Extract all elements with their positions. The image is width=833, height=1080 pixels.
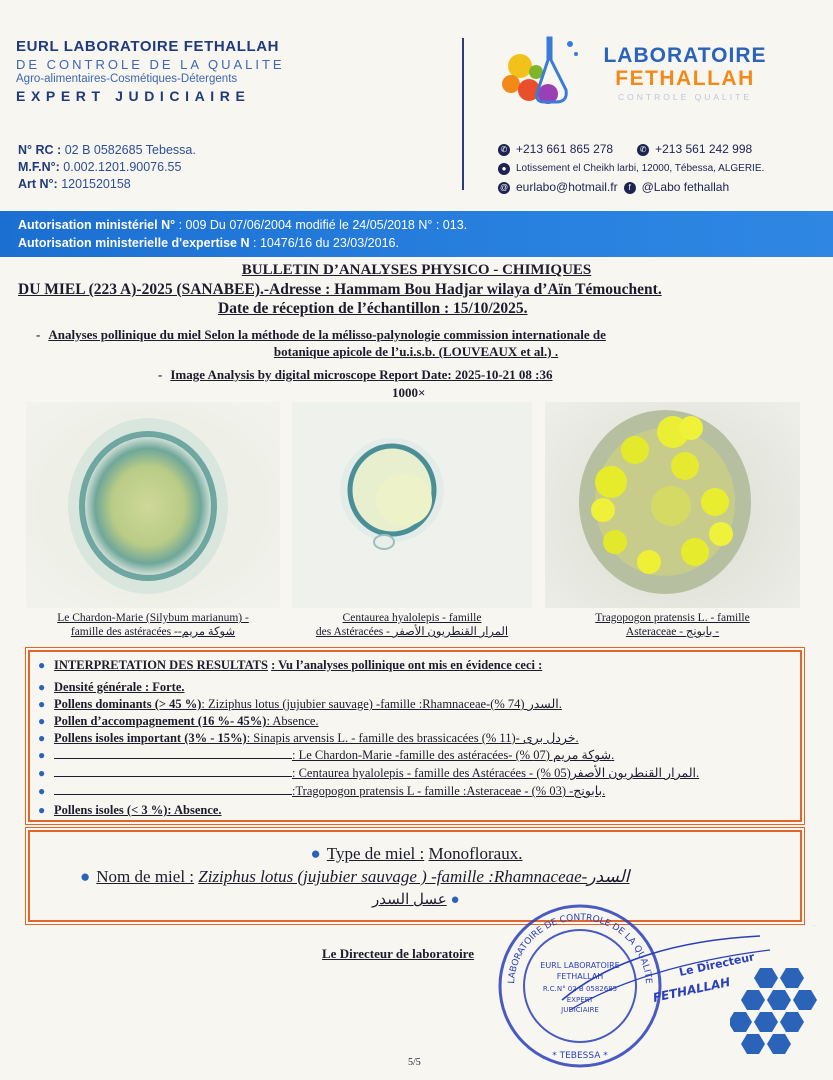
company-header	[16, 38, 446, 104]
email-icon: @	[499, 182, 509, 192]
bullet-icon: ●	[38, 731, 46, 745]
brand-line2: FETHALLAH	[615, 67, 755, 90]
mf-row: M.F.N°: 0.002.1201.90076.55	[18, 160, 182, 174]
phone-icon: ✆	[637, 144, 649, 156]
whatsapp-icon: ✆	[498, 144, 510, 156]
art-value: 1201520158	[61, 177, 131, 191]
authorization-band	[0, 211, 833, 257]
hexagon-decoration-icon	[730, 962, 825, 1058]
caption-centaurea: Centaurea hyalolepis - famille des Astéracées - المرار القنطريون الأصفر	[315, 612, 509, 638]
result-accompaniment: ● Pollen d’accompagnement (16 %- 45%): Absence.	[38, 714, 319, 728]
result-density: ● Densité générale : Forte.	[38, 680, 185, 694]
magnification: 1000×	[392, 385, 426, 400]
result-isolated-important: ● Pollens isoles important (3% - 15%): Sinapis arvensis L. - famille des brassicacées خردل برى -(11 %).	[38, 731, 579, 745]
address: Lotissement el Cheikh larbi, 12000, Tébessa, ALGERIE.	[516, 163, 765, 174]
result-interpretation: ● INTERPRETATION DES RESULTATS : Vu l’analyses pollinique ont mis en évidence ceci :	[38, 658, 543, 672]
rc-row: N° RC : 02 B 0582685 Tebessa.	[18, 143, 196, 157]
company-sectors: Agro-alimentaires-Cosmétiques-Détergents	[16, 73, 238, 85]
method-line-2: botanique apicole de l’u.i.s.b. (LOUVEAUX et al.) .	[273, 344, 559, 359]
svg-text:EXPERT: EXPERT	[566, 996, 594, 1004]
svg-text:* TEBESSA *: * TEBESSA *	[552, 1051, 608, 1061]
address-row	[498, 159, 764, 178]
authorization-line-1: Autorisation ministériel N° : 009 Du 07/06/2004 modifié le 24/05/2018 N° : 013.	[18, 218, 468, 232]
brand-line1: LABORATOIRE	[603, 44, 767, 67]
bullet-icon: ●	[38, 748, 46, 762]
pollen-micrograph-centaurea	[292, 402, 532, 608]
lab-logo-icon	[496, 32, 586, 114]
bullet-icon: ●	[38, 658, 46, 672]
pollen-micrograph-tragopogon	[545, 402, 800, 608]
bullet-icon: ●	[450, 892, 460, 908]
facebook-icon: f	[624, 182, 636, 194]
brand-line3: CONTROLE QUALITE	[618, 92, 752, 102]
method-description: - Analyses pollinique du miel Selon la méthode de la mélisso-palynologie commission internationale de botanique apicole de l’u.i.s.b. (LOUVEAUX et al.) .	[36, 326, 796, 360]
email-row	[498, 178, 764, 197]
header-divider	[462, 38, 464, 190]
mf-value: 0.002.1201.90076.55	[63, 160, 182, 174]
svg-text:FETHALLAH: FETHALLAH	[651, 974, 732, 1005]
phone-1: +213 661 865 278	[516, 142, 614, 156]
lab-brand	[590, 44, 780, 102]
svg-text:EURL LABORATOIRE: EURL LABORATOIRE	[540, 961, 620, 970]
honey-type: ● Type de miel : Monofloraux.	[310, 844, 523, 863]
caption-silybum: Le Chardon-Marie (Silybum marianum) - famille des astéracées --شوكة مريم	[57, 612, 249, 638]
phone-2: +213 561 242 998	[655, 142, 753, 156]
authorization-line-2: Autorisation ministerielle d'expertise N : 10476/16 du 23/03/2016.	[18, 236, 399, 250]
bulletin-title: BULLETIN D’ANALYSES PHYSICO - CHIMIQUES	[241, 262, 592, 278]
result-isolated-3: ● : Centaurea hyalolepis - famille des Astéracées - المرار القنطريون الأصفر(05 %).	[38, 766, 700, 780]
contact-info	[498, 140, 764, 197]
bullet-icon: ●	[38, 680, 46, 694]
sample-line: DU MIEL (223 A)-2025 (SANABEE).-Adresse : Hammam Bou Hadjar wilaya d’Aïn Témouchent.	[18, 281, 662, 298]
result-isolated-2: ● : Le Chardon-Marie -famille des astéracées- شوكة مريم (07 %).	[38, 748, 615, 762]
company-subtitle: DE CONTROLE DE LA QUALITE	[16, 57, 285, 72]
director-label: Le Directeur de laboratoire	[322, 946, 474, 961]
phones-row	[498, 140, 764, 159]
bullet-icon: ●	[38, 766, 46, 780]
svg-text:JUDICIAIRE: JUDICIAIRE	[561, 1006, 599, 1014]
svg-text:FETHALLAH: FETHALLAH	[556, 972, 604, 981]
result-isolated-4: ● :Tragopogon pratensis L - famille :Asteraceae - بابونج- (03 %).	[38, 784, 606, 798]
bullet-icon: ●	[38, 697, 46, 711]
reception-date: Date de réception de l’échantillon : 15/10/2025.	[218, 300, 528, 317]
bullet-icon: ●	[38, 714, 46, 728]
registration-info	[18, 142, 196, 193]
facebook: @Labo fethallah	[641, 180, 730, 194]
bullet-icon: ●	[310, 844, 321, 863]
bullet-icon: ●	[38, 784, 46, 798]
email: eurlabo@hotmail.fr	[516, 180, 618, 194]
image-analysis-line: - Image Analysis by digital microscope Report Date: 2025-10-21 08 :36	[158, 367, 553, 382]
svg-text:LABORATOIRE DE CONTROLE DE LA: LABORATOIRE DE CONTROLE DE LA QUALITE	[507, 912, 654, 985]
result-isolated: ● Pollens isoles (< 3 %): Absence.	[38, 803, 222, 817]
company-name: EURL LABORATOIRE FETHALLAH	[16, 38, 280, 55]
company-expert: EXPERT JUDICIAIRE	[16, 88, 251, 104]
bullet-icon: ●	[38, 803, 46, 817]
bullet-icon: ●	[80, 867, 91, 886]
art-row: Art N°: 1201520158	[18, 177, 131, 191]
svg-text:R.C.N° 02 B 0582685: R.C.N° 02 B 0582685	[542, 985, 618, 993]
location-pin-icon: ●	[498, 163, 510, 175]
page-number: 5/5	[408, 1057, 421, 1068]
caption-tragopogon: Tragopogon pratensis L. - famille Asteraceae - بابونج -	[595, 612, 750, 638]
svg-text:Le Directeur: Le Directeur	[677, 950, 756, 979]
pollen-micrograph-silybum	[26, 402, 280, 608]
result-dominant: ● Pollens dominants (> 45 %): Ziziphus lotus (jujubier sauvage) -famille :Rhamnaceae-السدر (74 %).	[38, 697, 562, 711]
honey-name-arabic: عسل السدر ●	[372, 892, 460, 908]
honey-name: ● Nom de miel : Ziziphus lotus (jujubier sauvage ) -famille :Rhamnaceae-السدر	[80, 867, 630, 886]
rc-value: 02 B 0582685 Tebessa.	[64, 143, 196, 157]
method-line-1: Analyses pollinique du miel Selon la méthode de la mélisso-palynologie commission internationale de	[48, 327, 606, 342]
